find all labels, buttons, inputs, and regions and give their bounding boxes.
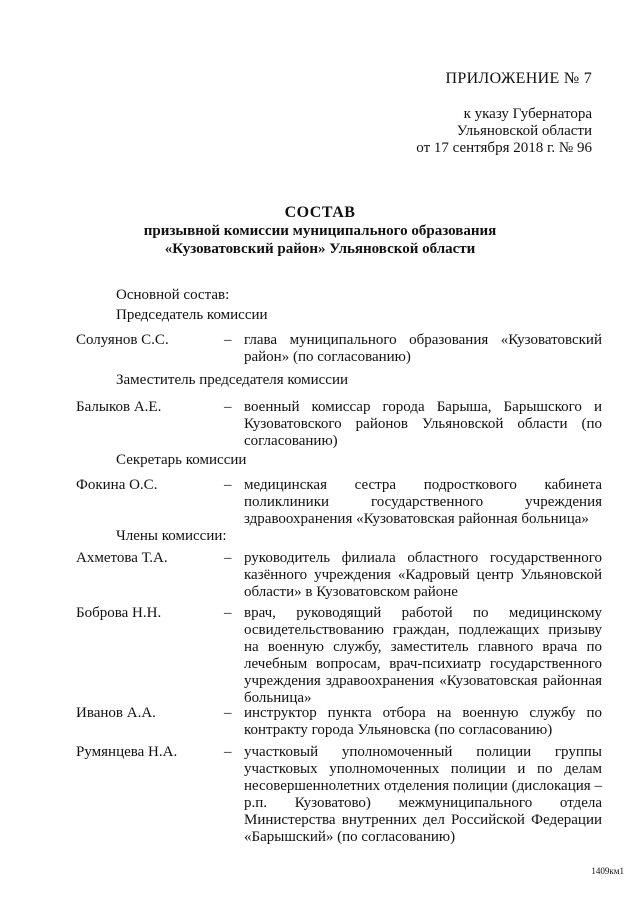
member-dash: – [224, 744, 232, 760]
section-main: Основной состав: [116, 287, 230, 303]
member-dash: – [224, 605, 232, 621]
document-title: СОСТАВ [284, 204, 356, 221]
section-deputy: Заместитель председателя комиссии [116, 372, 349, 388]
member-name: Иванов А.А. [76, 705, 156, 721]
section-members: Члены комиссии: [116, 528, 227, 544]
member-dash: – [224, 477, 232, 493]
member-role: инструктор пункта отбора на военную службу по контракту города Ульяновска (по согласованию) [244, 705, 602, 738]
member-name: Ахметова Т.А. [76, 550, 168, 566]
member-name: Фокина О.С. [76, 477, 158, 493]
member-name: Балыков А.Е. [76, 399, 162, 415]
document-subtitle-1: призывной комиссии муниципального образования [143, 223, 497, 239]
section-secretary: Секретарь комиссии [116, 452, 247, 468]
appendix-label: ПРИЛОЖЕНИЕ № 7 [445, 70, 592, 87]
appendix-region: Ульяновской области [456, 123, 592, 139]
member-role: медицинская сестра подросткового кабинета поликлиники государственного учреждения здравоохранения «Кузоватовская районная больница» [244, 477, 602, 527]
member-role: врач, руководящий работой по медицинскому освидетельствованию граждан, подлежащих призыву на военную службу, заместитель главного врача по лечебным вопросам, врач-психиатр государственного учреждения здравоохранения «Кузоватовская районная больница» [244, 605, 602, 706]
member-name: Румянцева Н.А. [76, 744, 178, 760]
member-dash: – [224, 332, 232, 348]
member-name: Боброва Н.Н. [76, 605, 162, 621]
footer-code: 1409км1 [591, 866, 624, 876]
appendix-decree: к указу Губернатора [463, 106, 592, 122]
member-dash: – [224, 550, 232, 566]
member-role: руководитель филиала областного государственного казённого учреждения «Кадровый центр Ульяновской области» в Кузоватовском районе [244, 550, 602, 600]
member-dash: – [224, 705, 232, 721]
appendix-date: от 17 сентября 2018 г. № 96 [416, 140, 592, 156]
member-role: глава муниципального образования «Кузоватовский район» (по согласованию) [244, 332, 602, 365]
member-role: участковый уполномоченный полиции группы участковых уполномоченных полиции и по делам несовершеннолетних отделения полиции (дислокация – р.п. Кузоватово) межмуниципального отдела Министерства внутренних дел Российской Федерации «Барышский» (по согласованию) [244, 744, 602, 845]
section-chair: Председатель комиссии [116, 307, 268, 323]
member-role: военный комиссар города Барыша, Барышского и Кузоватовского районов Ульяновской области (по согласованию) [244, 399, 602, 449]
member-dash: – [224, 399, 232, 415]
document-subtitle-2: «Кузоватовский район» Ульяновской области [164, 241, 476, 257]
member-name: Солуянов С.С. [76, 332, 169, 348]
